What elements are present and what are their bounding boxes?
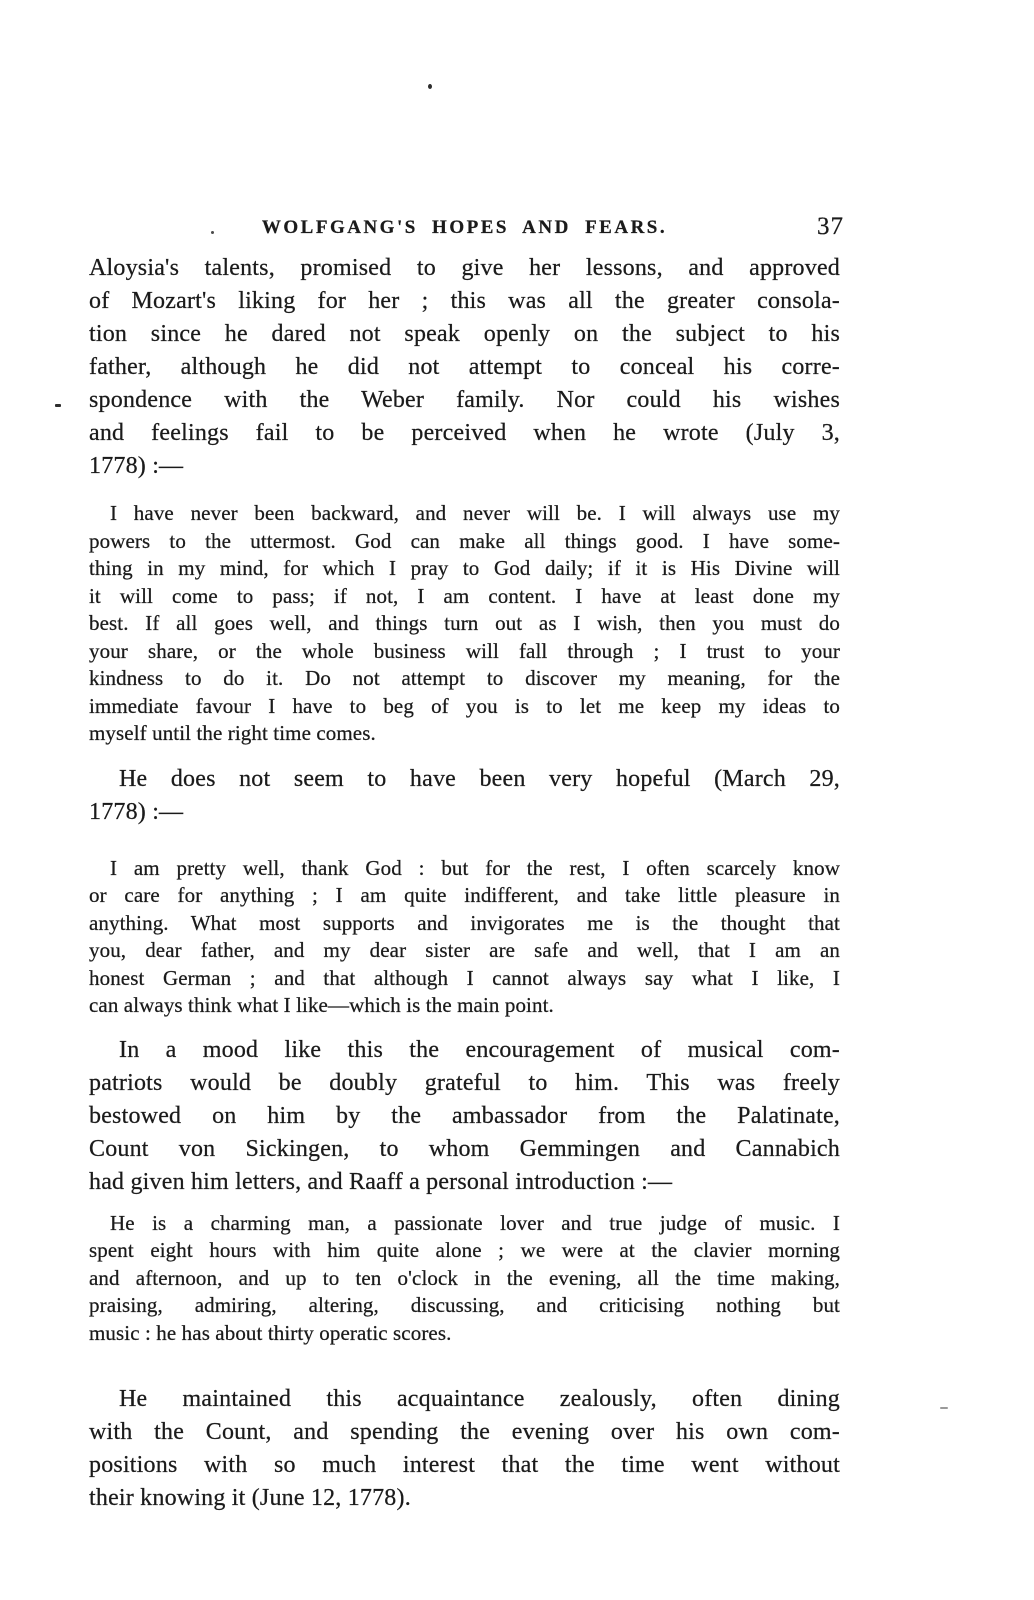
text-line: spent eight hours with him quite alone ; we were at the clavier morning — [89, 1238, 840, 1262]
text-line: Aloysia's talents, promised to give her lessons, and approved — [89, 255, 840, 281]
text-line: He maintained this acquaintance zealously, often dining — [119, 1386, 840, 1412]
paragraph-not-very-hopeful — [89, 763, 840, 829]
text-line: had given him letters, and Raaff a personal introduction :— — [89, 1168, 673, 1195]
text-line: their knowing it (June 12, 1778). — [89, 1485, 411, 1511]
text-line: bestowed on him by the ambassador from the Palatinate, — [89, 1102, 840, 1129]
text-line: He does not seem to have been very hopeful (March 29, — [119, 765, 840, 792]
text-line: or care for anything ; I am quite indifferent, and take little pleasure in — [89, 883, 840, 907]
text-column — [89, 252, 840, 1515]
text-line: thing in my mind, for which I pray to God daily; if it is His Divine will — [89, 556, 840, 580]
text-line: immediate favour I have to beg of you is to let me keep my ideas to — [89, 693, 840, 718]
scan-speck — [428, 84, 432, 89]
text-line: can always think what I like—which is the main point. — [89, 993, 554, 1017]
letter-quote-march-29-1778 — [89, 855, 840, 1020]
letter-quote-july-3-1778 — [89, 500, 840, 748]
text-line: powers to the uttermost. God can make all things good. I have some- — [89, 528, 840, 553]
text-line: Count von Sickingen, to whom Gemmingen and Cannabich — [89, 1135, 840, 1162]
text-line: 1778) :— — [89, 798, 184, 825]
text-line: 1778) :— — [89, 453, 184, 479]
text-line: anything. What most supports and invigorates me is the thought that — [89, 910, 840, 935]
page-header — [89, 213, 844, 240]
text-line: music : he has about thirty operatic scores. — [89, 1320, 452, 1345]
text-line: kindness to do it. Do not attempt to discover my meaning, for the — [89, 666, 840, 690]
text-line: myself until the right time comes. — [89, 721, 376, 745]
text-line: and feelings fail to be perceived when he wrote (July 3, — [89, 420, 840, 446]
text-line: it will come to pass; if not, I am content. I have at least done my — [89, 583, 840, 608]
text-line: I am pretty well, thank God : but for the rest, I often scarcely know — [110, 855, 840, 880]
scan-speck — [940, 1407, 948, 1409]
text-line: with the Count, and spending the evening over his own com- — [89, 1419, 840, 1445]
paragraph-maintained-acquaintance — [89, 1383, 840, 1515]
text-line: your share, or the whole business will fall through ; I trust to your — [89, 638, 840, 663]
text-line: tion since he dared not speak openly on the subject to his — [89, 321, 840, 347]
text-line: I have never been backward, and never will be. I will always use my — [110, 501, 840, 525]
text-line: you, dear father, and my dear sister are safe and well, that I am an — [89, 938, 840, 962]
paragraph-aloysia-talents — [89, 252, 840, 483]
text-line: He is a charming man, a passionate lover and true judge of music. I — [110, 1210, 840, 1235]
text-line: best. If all goes well, and things turn out as I wish, then you must do — [89, 611, 840, 635]
text-line: spondence with the Weber family. Nor could his wishes — [89, 387, 840, 413]
text-line: of Mozart's liking for her ; this was all the greater consola- — [89, 288, 840, 314]
text-line: father, although he did not attempt to conceal his corre- — [89, 354, 840, 380]
text-line: In a mood like this the encouragement of musical com- — [119, 1036, 840, 1063]
page-number: 37 — [817, 213, 844, 240]
text-line: praising, admiring, altering, discussing, and criticising nothing but — [89, 1293, 840, 1317]
quote-charming-man — [89, 1210, 840, 1348]
running-title: WOLFGANG'S HOPES AND FEARS. — [261, 217, 668, 238]
text-line: and afternoon, and up to ten o'clock in the evening, all the time making, — [89, 1265, 840, 1290]
text-line: positions with so much interest that the time went without — [89, 1452, 840, 1478]
text-line: patriots would be doubly grateful to him. This was freely — [89, 1069, 840, 1096]
scan-speck — [55, 404, 61, 407]
scan-speck — [211, 231, 214, 234]
text-line: honest German ; and that although I cannot always say what I like, I — [89, 965, 840, 990]
paragraph-musical-compatriots — [89, 1034, 840, 1199]
